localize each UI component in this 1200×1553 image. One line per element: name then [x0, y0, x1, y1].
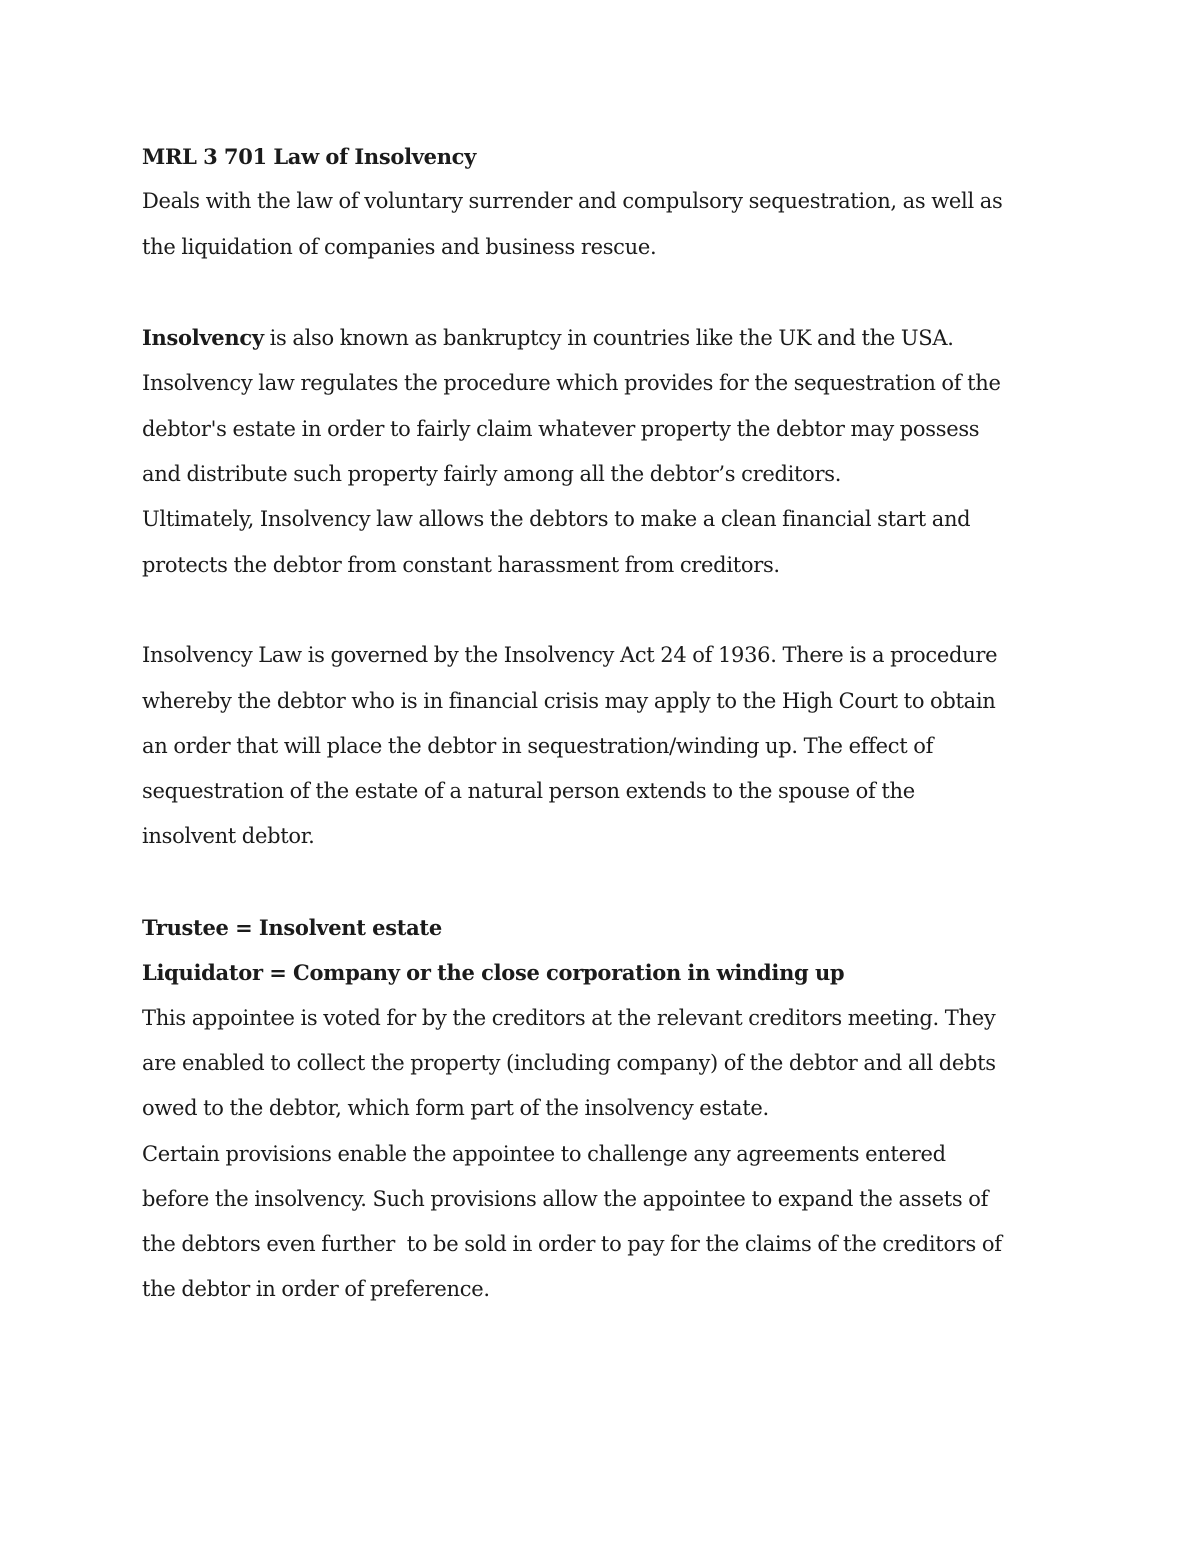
insolvency-term: Insolvency [142, 325, 264, 351]
appointee-line: before the insolvency. Such provisions allow the appointee to expand the assets of [142, 1186, 989, 1211]
governed-line: Insolvency Law is governed by the Insolvency Act 24 of 1936. There is a procedure [142, 643, 998, 668]
paragraph-spacer [142, 860, 1082, 905]
governed-line: an order that will place the debtor in sequestration/winding up. The effect of [142, 733, 934, 758]
governed-line: whereby the debtor who is in financial crisis may apply to the High Court to obtain [142, 688, 996, 713]
paragraph-spacer [142, 588, 1082, 633]
appointee-line: Certain provisions enable the appointee to challenge any agreements entered [142, 1141, 946, 1166]
appointee-line: owed to the debtor, which form part of the insolvency estate. [142, 1096, 769, 1121]
document-body [142, 134, 1082, 1313]
insolvency-definition-text: is also known as bankruptcy in countries like the UK and the USA. [263, 326, 954, 351]
insolvency-definition-line [142, 315, 1082, 361]
document-title: MRL 3 701 Law of Insolvency [142, 144, 477, 169]
appointee-line: are enabled to collect the property (including company) of the debtor and all debts [142, 1050, 996, 1075]
appointee-line: the debtor in order of preference. [142, 1277, 490, 1302]
trustee-heading: Trustee = Insolvent estate [142, 915, 442, 941]
appointee-line: This appointee is voted for by the creditors at the relevant creditors meeting. They [142, 1005, 996, 1030]
governed-line: sequestration of the estate of a natural person extends to the spouse of the [142, 779, 915, 804]
appointee-line: the debtors even further to be sold in order to pay for the claims of the creditors of [142, 1232, 1002, 1257]
insolvency-line: Insolvency law regulates the procedure which provides for the sequestration of the [142, 371, 1001, 396]
intro-line: Deals with the law of voluntary surrender and compulsory sequestration, as well as [142, 189, 1003, 214]
insolvency-line: and distribute such property fairly among all the debtor’s creditors. [142, 462, 842, 487]
insolvency-line: protects the debtor from constant harassment from creditors. [142, 552, 780, 577]
paragraph-spacer [142, 270, 1082, 315]
insolvency-line: Ultimately, Insolvency law allows the debtors to make a clean financial start and [142, 507, 971, 532]
insolvency-line: debtor's estate in order to fairly claim whatever property the debtor may possess [142, 416, 980, 441]
governed-line: insolvent debtor. [142, 824, 315, 849]
liquidator-heading: Liquidator = Company or the close corporation in winding up [142, 960, 845, 986]
intro-line: the liquidation of companies and business rescue. [142, 234, 657, 259]
